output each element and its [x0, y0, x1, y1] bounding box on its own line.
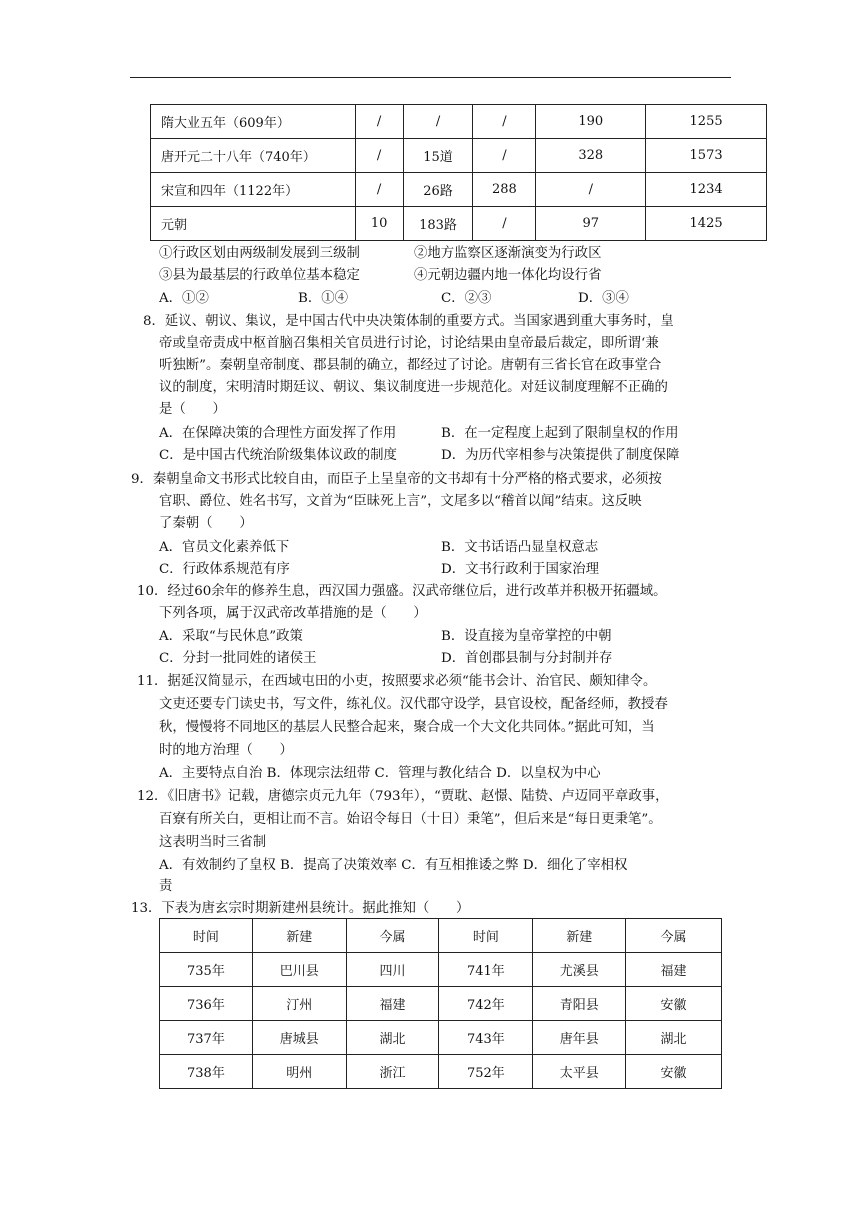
table-cell: / [403, 105, 473, 139]
table-cell: / [355, 139, 403, 173]
table-cell: 宋宣和四年（1122年） [151, 173, 356, 207]
table-cell: 737年 [160, 1021, 253, 1055]
q13-stem: 13．下表为唐玄宗时期新建州县统计。据此推知（ ） [131, 901, 470, 916]
q10-option-b: B．设直接为皇帝掌控的中朝 [441, 629, 612, 644]
table-cell: 26路 [403, 173, 473, 207]
statement-2: ②地方监察区逐渐演变为行政区 [414, 246, 602, 261]
table-cell: 明州 [252, 1055, 346, 1089]
table-cell: 隋大业五年（609年） [151, 105, 356, 139]
table-cell: 288 [473, 173, 536, 207]
statement-4: ④元朝边疆内地一体化均设行省 [414, 268, 602, 283]
table-cell: / [473, 207, 536, 241]
q11-stem-line: 11．据延汉简显示，在西域屯田的小吏，按照要求必须“能书会计、治官民、颇知律令。 [137, 674, 657, 689]
q9-option-b: B．文书话语凸显皇权意志 [441, 540, 599, 555]
q12-options: A．有效制约了皇权 B．提高了决策效率 C．有互相推诿之弊 D．细化了宰相权 [159, 858, 628, 873]
table-cell: 唐城县 [252, 1021, 346, 1055]
q10-stem-line: 10．经过60余年的修养生息，西汉国力强盛。汉武帝继位后，进行改革并积极开拓疆域。 [137, 584, 667, 599]
q10-option-d: D．首创郡县制与分封制并存 [441, 651, 613, 666]
q9-stem-line: 9．秦朝皇命文书形式比较自由，而臣子上呈皇帝的文书却有十分严格的格式要求，必须按 [131, 472, 662, 487]
q12-stem-line: 百寮有所关白，更相让而不言。始诏令每日（十日）秉笔”，但后来是“每日更秉笔”。 [159, 812, 662, 827]
column-header: 时间 [439, 919, 533, 953]
table-cell: 青阳县 [533, 987, 626, 1021]
q8-option-c: C．是中国古代统治阶级集体议政的制度 [159, 448, 397, 463]
q9-option-a: A．官员文化素养低下 [159, 540, 290, 555]
table-cell: 1425 [646, 207, 767, 241]
table-cell: 752年 [439, 1055, 533, 1089]
q8-stem-line: 议的制度，宋明清时期廷议、朝议、集议制度进一步规范化。对廷议制度理解不正确的 [159, 380, 668, 395]
table-cell: 743年 [439, 1021, 533, 1055]
q12-stem-line: 12．《旧唐书》记载，唐德宗贞元九年（793年），“贾耽、赵憬、陆贽、卢迈同平章政事， [137, 789, 669, 804]
q9-option-d: D．文书行政利于国家治理 [441, 562, 600, 577]
q8-stem-line: 是（ ） [159, 402, 226, 417]
table-cell: 190 [536, 105, 646, 139]
table-cell: 尤溪县 [533, 953, 626, 987]
column-header: 时间 [160, 919, 253, 953]
admin-division-table [150, 104, 767, 241]
table-cell: / [536, 173, 646, 207]
q8-stem-line: 帝或皇帝责成中枢首脑召集相关官员进行讨论，讨论结果由皇帝最后裁定，即所谓‘兼 [159, 336, 659, 351]
table-cell: 183路 [403, 207, 473, 241]
table-cell: 736年 [160, 987, 253, 1021]
table-row [160, 987, 722, 1021]
table-header-row [160, 919, 722, 953]
q11-stem-line: 时的地方治理（ ） [159, 743, 293, 758]
q8-stem-line: 听独断”。秦朝皇帝制度、郡县制的确立，都经过了讨论。唐朝有三省长官在政事堂合 [159, 358, 662, 373]
table-cell: 10 [355, 207, 403, 241]
table-cell: 唐年县 [533, 1021, 626, 1055]
table-cell: 1573 [646, 139, 767, 173]
table-cell: 太平县 [533, 1055, 626, 1089]
q9-stem-line: 了秦朝（ ） [159, 516, 253, 531]
q11-stem-line: 秋，慢慢将不同地区的基层人民整合起来，聚合成一个大文化共同体。”据此可知，当 [159, 720, 655, 735]
q8-option-a: A．在保障决策的合理性方面发挥了作用 [159, 426, 397, 441]
q10-option-a: A．采取“与民休息”政策 [159, 629, 303, 644]
table-row [151, 139, 767, 173]
statement-1: ①行政区划由两级制发展到三级制 [159, 246, 360, 261]
header-rule [130, 77, 731, 78]
table-cell: 福建 [346, 987, 439, 1021]
q7-option-d: D．③④ [578, 291, 629, 306]
table-cell: 巴川县 [252, 953, 346, 987]
column-header: 今属 [626, 919, 722, 953]
q9-stem-line: 官职、爵位、姓名书写，文首为“臣昧死上言”，文尾多以“稽首以闻”结束。这反映 [159, 494, 642, 509]
table-cell: 安徽 [626, 1055, 722, 1089]
table-cell: 湖北 [346, 1021, 439, 1055]
table-cell: 735年 [160, 953, 253, 987]
new-counties-table [159, 918, 722, 1089]
table-cell: 1255 [646, 105, 767, 139]
column-header: 新建 [252, 919, 346, 953]
table-row [151, 173, 767, 207]
table-cell: 742年 [439, 987, 533, 1021]
statement-3: ③县为最基层的行政单位基本稳定 [159, 268, 360, 283]
table-cell: / [355, 173, 403, 207]
column-header: 今属 [346, 919, 439, 953]
table-cell: / [473, 105, 536, 139]
table-row [160, 953, 722, 987]
table-cell: 汀州 [252, 987, 346, 1021]
table-cell: 安徽 [626, 987, 722, 1021]
q7-option-b: B．①④ [298, 291, 349, 306]
table-row [160, 1021, 722, 1055]
q11-options: A．主要特点自治 B．体现宗法纽带 C．管理与教化结合 D．以皇权为中心 [159, 766, 601, 781]
table-cell: 福建 [626, 953, 722, 987]
table-row [151, 105, 767, 139]
q12-stem-line: 这表明当时三省制 [159, 835, 267, 850]
q8-option-b: B．在一定程度上起到了限制皇权的作用 [441, 426, 679, 441]
table-cell: 741年 [439, 953, 533, 987]
q7-option-a: A．①② [159, 291, 209, 306]
table-cell: 四川 [346, 953, 439, 987]
table-cell: / [355, 105, 403, 139]
table-cell: 15道 [403, 139, 473, 173]
table-cell: 97 [536, 207, 646, 241]
table-cell: 唐开元二十八年（740年） [151, 139, 356, 173]
table-row [160, 1055, 722, 1089]
q10-stem-line: 下列各项，属于汉武帝改革措施的是（ ） [159, 606, 427, 621]
table-cell: 738年 [160, 1055, 253, 1089]
table-cell: 1234 [646, 173, 767, 207]
q8-stem-line: 8．延议、朝议、集议，是中国古代中央决策体制的重要方式。当国家遇到重大事务时，皇 [143, 314, 674, 329]
table-cell: 元朝 [151, 207, 356, 241]
table-row [151, 207, 767, 241]
q8-option-d: D．为历代宰相参与决策提供了制度保障 [441, 448, 680, 463]
q9-option-c: C．行政体系规范有序 [159, 562, 290, 577]
table-cell: 328 [536, 139, 646, 173]
table-cell: 浙江 [346, 1055, 439, 1089]
q11-stem-line: 文吏还要专门读史书，写文件，练礼仪。汉代郡守设学，县官设校，配备经师，教授春 [159, 697, 668, 712]
table-cell: / [473, 139, 536, 173]
q10-option-c: C．分封一批同姓的诸侯王 [159, 651, 317, 666]
q7-option-c: C．②③ [441, 291, 492, 306]
table-cell: 湖北 [626, 1021, 722, 1055]
column-header: 新建 [533, 919, 626, 953]
q12-option-wrap: 责 [159, 879, 173, 894]
